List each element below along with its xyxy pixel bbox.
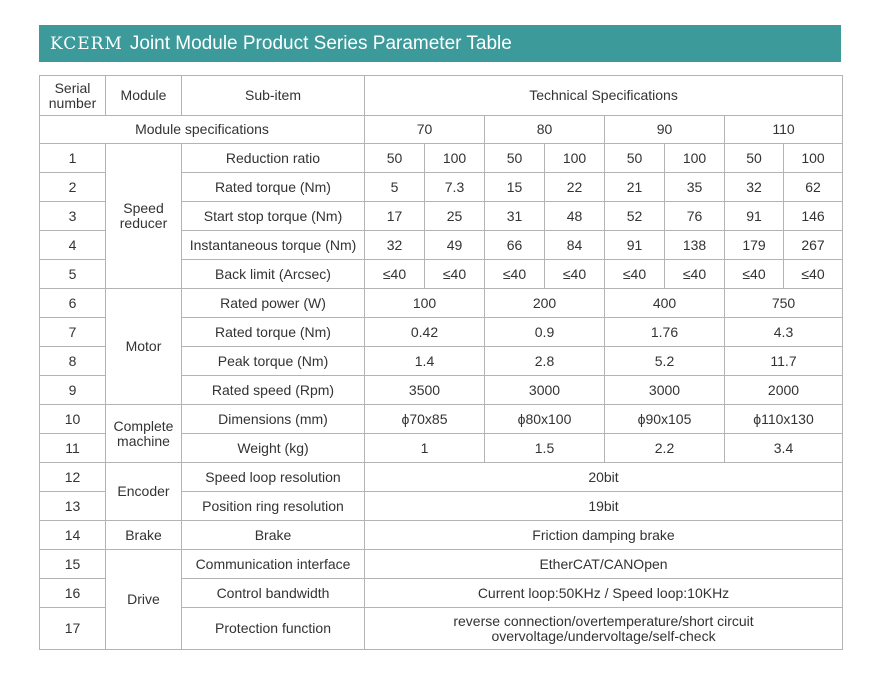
spec-value-cell: Friction damping brake — [365, 521, 843, 550]
spec-value-cell: 66 — [485, 231, 545, 260]
table-row — [40, 289, 843, 318]
spec-value-cell: 1.5 — [485, 434, 605, 463]
sub-item-cell: Control bandwidth — [182, 579, 365, 608]
sub-item-cell: Position ring resolution — [182, 492, 365, 521]
sub-item-cell: Back limit (Arcsec) — [182, 260, 365, 289]
spec-value-cell: 0.9 — [485, 318, 605, 347]
spec-value-cell: 1 — [365, 434, 485, 463]
serial-number-cell: 4 — [40, 231, 106, 260]
spec-value-cell: 21 — [605, 173, 665, 202]
size-70: 70 — [365, 116, 485, 144]
serial-number-cell: 9 — [40, 376, 106, 405]
spec-value-cell: 2000 — [725, 376, 843, 405]
serial-number-cell: 17 — [40, 608, 106, 650]
module-cell: Motor — [106, 289, 182, 405]
serial-number-cell: 3 — [40, 202, 106, 231]
spec-value-cell: 1.4 — [365, 347, 485, 376]
table-header-row — [40, 76, 843, 116]
spec-value-cell: Current loop:50KHz / Speed loop:10KHz — [365, 579, 843, 608]
header-tech-specs: Technical Specifications — [365, 76, 843, 116]
sub-item-cell: Brake — [182, 521, 365, 550]
spec-value-cell: 31 — [485, 202, 545, 231]
spec-value-cell: 11.7 — [725, 347, 843, 376]
spec-value-cell: 32 — [365, 231, 425, 260]
sub-item-cell: Instantaneous torque (Nm) — [182, 231, 365, 260]
spec-value-cell: 3000 — [485, 376, 605, 405]
serial-number-cell: 15 — [40, 550, 106, 579]
spec-value-cell: 32 — [725, 173, 784, 202]
sub-item-cell: Peak torque (Nm) — [182, 347, 365, 376]
spec-value-cell: ≤40 — [725, 260, 784, 289]
serial-number-cell: 7 — [40, 318, 106, 347]
spec-value-cell: ≤40 — [425, 260, 485, 289]
spec-value-cell: 100 — [784, 144, 843, 173]
brand-name: KCERM — [50, 34, 123, 54]
sub-item-cell: Dimensions (mm) — [182, 405, 365, 434]
module-cell: Speed reducer — [106, 144, 182, 289]
module-cell: Brake — [106, 521, 182, 550]
spec-value-cell: 5.2 — [605, 347, 725, 376]
spec-value-cell: 2.2 — [605, 434, 725, 463]
spec-value-cell: ≤40 — [545, 260, 605, 289]
spec-value-cell: 15 — [485, 173, 545, 202]
spec-value-cell: 17 — [365, 202, 425, 231]
spec-value-cell: 179 — [725, 231, 784, 260]
serial-number-cell: 11 — [40, 434, 106, 463]
module-specs-row — [40, 116, 843, 144]
spec-value-cell: 35 — [665, 173, 725, 202]
sub-item-cell: Protection function — [182, 608, 365, 650]
spec-value-cell: 750 — [725, 289, 843, 318]
spec-value-cell: ≤40 — [605, 260, 665, 289]
size-80: 80 — [485, 116, 605, 144]
spec-value-cell: 3000 — [605, 376, 725, 405]
sub-item-cell: Reduction ratio — [182, 144, 365, 173]
spec-value-cell: 1.76 — [605, 318, 725, 347]
table-row — [40, 463, 843, 492]
module-cell: Drive — [106, 550, 182, 650]
spec-value-cell: 91 — [725, 202, 784, 231]
header-subitem: Sub-item — [182, 76, 365, 116]
header-module: Module — [106, 76, 182, 116]
spec-value-cell: ≤40 — [485, 260, 545, 289]
serial-number-cell: 12 — [40, 463, 106, 492]
sub-item-cell: Communication interface — [182, 550, 365, 579]
spec-value-cell: ≤40 — [784, 260, 843, 289]
title-text: Joint Module Product Series Parameter Table — [129, 33, 512, 54]
page-title — [39, 25, 841, 62]
module-cell: Encoder — [106, 463, 182, 521]
serial-number-cell: 1 — [40, 144, 106, 173]
spec-value-cell: ϕ110x130 — [725, 405, 843, 434]
spec-value-cell: ≤40 — [365, 260, 425, 289]
sub-item-cell: Rated torque (Nm) — [182, 318, 365, 347]
spec-value-cell: 100 — [665, 144, 725, 173]
spec-value-cell: 50 — [725, 144, 784, 173]
serial-number-cell: 14 — [40, 521, 106, 550]
sub-item-cell: Start stop torque (Nm) — [182, 202, 365, 231]
spec-value-cell: 400 — [605, 289, 725, 318]
spec-value-cell: 84 — [545, 231, 605, 260]
spec-value-cell: 267 — [784, 231, 843, 260]
header-serial: Serial number — [40, 76, 106, 116]
spec-value-cell: 100 — [365, 289, 485, 318]
spec-value-cell: 91 — [605, 231, 665, 260]
table-row — [40, 144, 843, 173]
spec-value-cell: 146 — [784, 202, 843, 231]
spec-value-cell: EtherCAT/CANOpen — [365, 550, 843, 579]
spec-value-cell: 50 — [485, 144, 545, 173]
spec-value-cell: 5 — [365, 173, 425, 202]
spec-value-cell: ≤40 — [665, 260, 725, 289]
serial-number-cell: 2 — [40, 173, 106, 202]
size-90: 90 — [605, 116, 725, 144]
spec-value-cell: 7.3 — [425, 173, 485, 202]
spec-value-cell: 0.42 — [365, 318, 485, 347]
spec-value-cell: 52 — [605, 202, 665, 231]
spec-value-cell: 138 — [665, 231, 725, 260]
spec-value-cell: 200 — [485, 289, 605, 318]
serial-number-cell: 13 — [40, 492, 106, 521]
spec-value-cell: 100 — [425, 144, 485, 173]
spec-value-cell: 3.4 — [725, 434, 843, 463]
spec-value-cell: 3500 — [365, 376, 485, 405]
spec-value-cell: 48 — [545, 202, 605, 231]
spec-value-cell: 62 — [784, 173, 843, 202]
spec-value-cell: 20bit — [365, 463, 843, 492]
spec-value-cell: 2.8 — [485, 347, 605, 376]
serial-number-cell: 6 — [40, 289, 106, 318]
size-110: 110 — [725, 116, 843, 144]
serial-number-cell: 10 — [40, 405, 106, 434]
spec-value-cell: 25 — [425, 202, 485, 231]
module-specs-label: Module specifications — [40, 116, 365, 144]
serial-number-cell: 16 — [40, 579, 106, 608]
module-cell: Complete machine — [106, 405, 182, 463]
serial-number-cell: 8 — [40, 347, 106, 376]
table-row — [40, 405, 843, 434]
spec-value-cell: 100 — [545, 144, 605, 173]
table-row — [40, 521, 843, 550]
spec-value-cell: 49 — [425, 231, 485, 260]
sub-item-cell: Weight (kg) — [182, 434, 365, 463]
sub-item-cell: Rated torque (Nm) — [182, 173, 365, 202]
table-body — [40, 76, 843, 650]
spec-value-cell: ϕ70x85 — [365, 405, 485, 434]
spec-value-cell: 22 — [545, 173, 605, 202]
serial-number-cell: 5 — [40, 260, 106, 289]
spec-value-cell: 19bit — [365, 492, 843, 521]
parameter-table — [39, 75, 843, 650]
spec-value-cell: reverse connection/overtemperature/short circuit overvoltage/undervoltage/self-check — [365, 608, 843, 650]
table-row — [40, 550, 843, 579]
sub-item-cell: Speed loop resolution — [182, 463, 365, 492]
spec-value-cell: 4.3 — [725, 318, 843, 347]
spec-value-cell: 50 — [605, 144, 665, 173]
spec-value-cell: 76 — [665, 202, 725, 231]
spec-value-cell: ϕ80x100 — [485, 405, 605, 434]
spec-value-cell: 50 — [365, 144, 425, 173]
spec-value-cell: ϕ90x105 — [605, 405, 725, 434]
sub-item-cell: Rated speed (Rpm) — [182, 376, 365, 405]
sub-item-cell: Rated power (W) — [182, 289, 365, 318]
